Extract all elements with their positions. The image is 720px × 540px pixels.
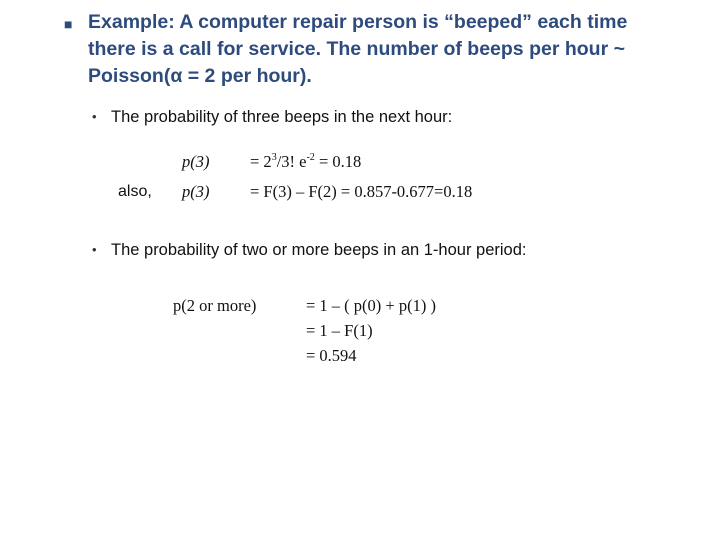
item2-lhs: p(2 or more) (173, 296, 257, 315)
item1-row1-rhs: = $2^3/3$! $e^{-2} = 0.18$ (250, 152, 362, 171)
example-line-1: Example: A computer repair person is “beeped” each time (88, 11, 628, 33)
item1-row2-rhs: = F(3) – F(2) = 0.857-0.677=0.18 (250, 182, 473, 201)
bullet-icon: • (92, 109, 97, 124)
example-heading (88, 9, 698, 90)
item2-line-3: = 0.594 (306, 346, 357, 365)
square-bullet-icon: ■ (64, 16, 73, 32)
item2-text: The probability of two or more beeps in an 1-hour period: (111, 241, 527, 259)
example-line-3: Poisson(α = 2 per hour). (88, 65, 312, 87)
item2-line-1: = 1 – ( p(0) + p(1) ) (306, 296, 436, 315)
item2-line-2: = 1 – F(1) (306, 321, 373, 340)
item1-text: The probability of three beeps in the next hour: (111, 108, 453, 126)
example-line-2: there is a call for service. The number of beeps per hour ~ (88, 38, 625, 60)
item1-row1-lhs: p(3) (182, 152, 210, 171)
bullet-icon: • (92, 242, 97, 257)
item1-row2-prefix: also, (118, 183, 152, 200)
item1-row2-lhs: p(3) (182, 182, 210, 201)
